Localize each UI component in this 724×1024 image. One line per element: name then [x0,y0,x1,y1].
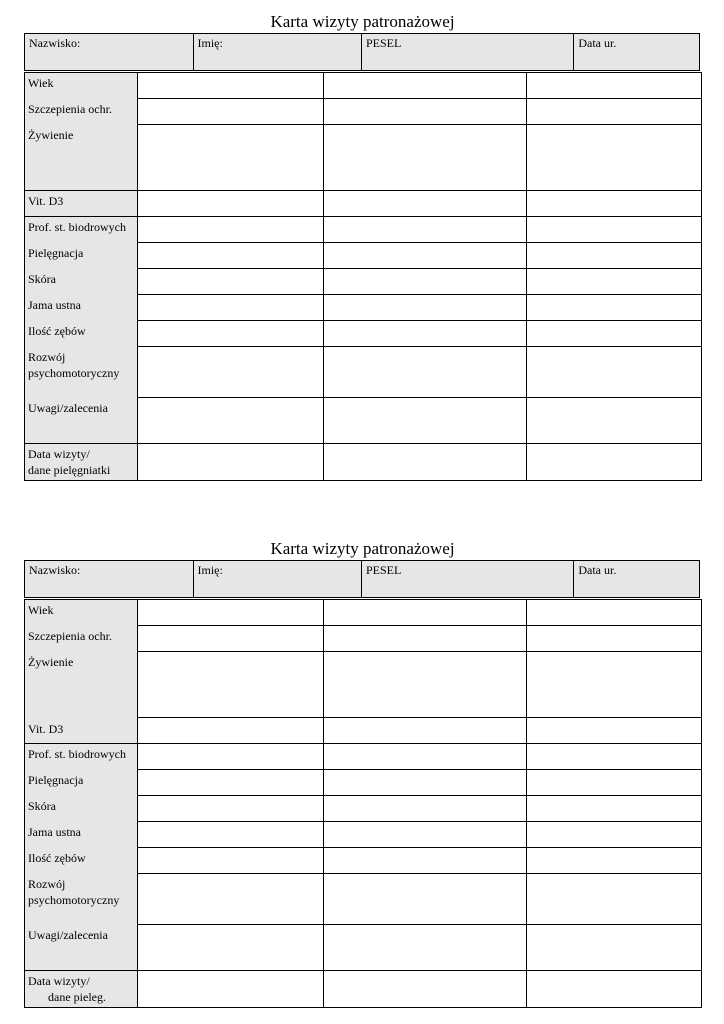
cell[interactable] [324,600,527,626]
table-row [25,191,702,217]
label-line-1: Rozwój [28,349,66,364]
label-line-2: dane pieleg. [48,990,106,1004]
row-label-notes: Uwagi/zalecenia [25,925,138,971]
cell[interactable] [324,444,527,481]
table-row [25,347,702,398]
cell[interactable] [527,874,702,925]
cell[interactable] [138,626,324,652]
cell[interactable] [527,744,702,770]
cell[interactable] [138,822,324,848]
cell[interactable] [324,971,527,1008]
pesel-field[interactable]: PESEL [362,561,574,597]
table-row [25,243,702,269]
cell[interactable] [138,398,324,444]
table-row [25,770,702,796]
row-label-care: Pielęgnacja [25,243,138,269]
surname-field[interactable]: Nazwisko: [25,34,194,70]
cell[interactable] [527,848,702,874]
card-title: Karta wizyty patronażowej [270,12,455,31]
cell[interactable] [527,125,702,191]
cell[interactable] [138,217,324,243]
cell[interactable] [527,925,702,971]
row-label-oral-cavity: Jama ustna [25,822,138,848]
cell[interactable] [527,217,702,243]
table-row [25,796,702,822]
cell[interactable] [324,125,527,191]
card-title: Karta wizyty patronażowej [270,539,455,558]
first-name-field[interactable]: Imię: [194,561,363,597]
cell[interactable] [138,971,324,1008]
table-row [25,925,702,971]
label-line-1: Rozwój [28,876,66,891]
cell[interactable] [324,321,527,347]
row-label-teeth-count: Ilość zębów [25,321,138,347]
label-line-2: psychomotoryczny [28,365,120,380]
row-label-nutrition: Żywienie [25,125,138,191]
cell[interactable] [138,269,324,295]
row-label-oral-cavity: Jama ustna [25,295,138,321]
cell[interactable] [527,243,702,269]
cell[interactable] [138,191,324,217]
cell[interactable] [527,600,702,626]
cell[interactable] [138,73,324,99]
cell[interactable] [527,347,702,398]
cell[interactable] [324,796,527,822]
cell[interactable] [527,99,702,125]
cell[interactable] [324,822,527,848]
cell[interactable] [324,626,527,652]
birth-date-field[interactable]: Data ur. [578,563,617,577]
surname-field[interactable]: Nazwisko: [25,561,194,597]
cell[interactable] [527,652,702,744]
visit-table [24,599,702,1008]
cell[interactable] [527,321,702,347]
cell[interactable] [324,652,527,744]
table-row [25,73,702,99]
table-row [25,848,702,874]
row-label-notes: Uwagi/zalecenia [25,398,138,444]
table-row [25,99,702,125]
cell[interactable] [324,295,527,321]
cell[interactable] [324,398,527,444]
cell[interactable] [527,73,702,99]
cell[interactable] [138,321,324,347]
row-label-care: Pielęgnacja [25,770,138,796]
table-row [25,971,702,1008]
pesel-field[interactable]: PESEL [362,34,574,70]
patient-header [24,33,700,71]
row-label-teeth-count: Ilość zębów [25,848,138,874]
cell[interactable] [138,99,324,125]
table-row [25,822,702,848]
cell[interactable] [527,444,702,481]
cell[interactable] [324,73,527,99]
cell[interactable] [324,217,527,243]
cell[interactable] [527,822,702,848]
table-row [25,295,702,321]
row-label-age: Wiek [25,73,138,99]
birth-date-field[interactable]: Data ur. [578,36,617,50]
cell[interactable] [138,347,324,398]
label-line-1: Żywienie [28,654,74,669]
cell[interactable] [138,600,324,626]
row-label-psychomotor-development [25,874,138,925]
cell[interactable] [527,770,702,796]
cell[interactable] [138,796,324,822]
row-label-skin: Skóra [25,269,138,295]
row-label-skin: Skóra [25,796,138,822]
cell[interactable] [527,269,702,295]
cell[interactable] [527,191,702,217]
table-row [25,626,702,652]
label-line-1: Data wizyty/ [28,974,90,988]
cell[interactable] [324,848,527,874]
cell[interactable] [138,295,324,321]
cell[interactable] [324,191,527,217]
table-row [25,744,702,770]
patient-header [24,560,700,598]
table-row [25,125,702,191]
cell[interactable] [324,99,527,125]
cell[interactable] [138,848,324,874]
cell[interactable] [527,626,702,652]
table-row [25,600,702,626]
row-label-vitamin-d3: Vit. D3 [25,191,138,217]
cell[interactable] [527,971,702,1008]
cell[interactable] [527,398,702,444]
cell[interactable] [138,243,324,269]
first-name-field[interactable]: Imię: [194,34,363,70]
label-line-1: Data wizyty/ [28,447,90,461]
cell[interactable] [324,347,527,398]
table-row [25,398,702,444]
cell[interactable] [138,925,324,971]
cell[interactable] [138,874,324,925]
cell[interactable] [324,243,527,269]
row-label-visit-date [25,971,138,1008]
row-label-psychomotor-development [25,347,138,398]
cell[interactable] [324,925,527,971]
cell[interactable] [527,796,702,822]
table-row [25,217,702,243]
cell[interactable] [138,652,324,744]
cell[interactable] [138,744,324,770]
row-label-vaccinations: Szczepienia ochr. [25,99,138,125]
cell[interactable] [324,269,527,295]
row-label-vaccinations: Szczepienia ochr. [25,626,138,652]
cell[interactable] [324,744,527,770]
cell[interactable] [138,770,324,796]
label-line-2: dane pielęgniatki [28,463,111,477]
table-row [25,874,702,925]
row-label-age: Wiek [25,600,138,626]
visit-table [24,72,702,481]
cell[interactable] [324,770,527,796]
table-row [25,321,702,347]
cell[interactable] [138,125,324,191]
table-row [25,652,702,744]
cell[interactable] [138,444,324,481]
cell[interactable] [324,874,527,925]
label-line-2: psychomotoryczny [28,892,120,907]
row-label-visit-date [25,444,138,481]
label-line-2: Vit. D3 [28,722,64,736]
cell[interactable] [527,295,702,321]
row-label-hip-prophylaxis: Prof. st. biodrowych [25,744,138,770]
row-label-hip-prophylaxis: Prof. st. biodrowych [25,217,138,243]
row-label-nutrition-vitamin-d3 [25,652,138,744]
table-row [25,269,702,295]
table-row [25,444,702,481]
